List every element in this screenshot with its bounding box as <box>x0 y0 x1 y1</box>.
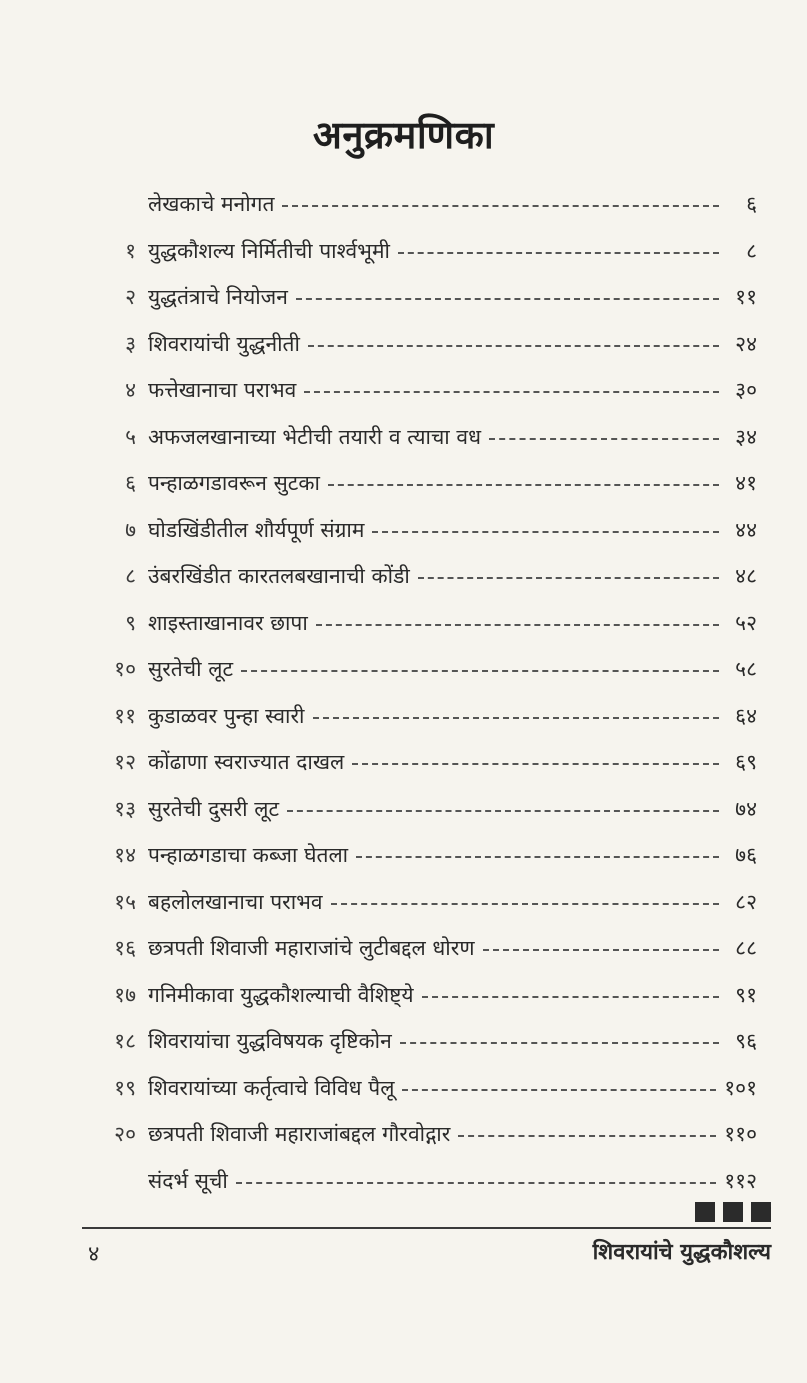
page-title: अनुक्रमणिका <box>312 113 495 157</box>
page-number: ९१ <box>735 982 757 1007</box>
toc-entry <box>0 1066 807 1110</box>
chapter-number: १२ <box>114 750 136 774</box>
toc-entry <box>0 787 807 831</box>
page-number: ८ <box>746 238 757 263</box>
page-number: ४८ <box>735 564 757 588</box>
page-number: ७६ <box>735 843 757 867</box>
toc-entry <box>0 182 807 226</box>
chapter-title: उंबरखिंडीत कारतलबखानाची कोंडी <box>148 564 410 588</box>
page-number: २४ <box>735 331 757 356</box>
entry-line <box>148 554 757 598</box>
entry-line <box>148 275 757 319</box>
chapter-title: छत्रपती शिवाजी महाराजांबद्दल गौरवोद्गार <box>148 1122 451 1146</box>
page-number: ६ <box>746 192 757 216</box>
toc-entry <box>0 647 807 691</box>
chapter-title: घोडखिंडीतील शौर्यपूर्ण संग्राम <box>148 517 365 542</box>
entry-line <box>148 973 757 1017</box>
dot-leader <box>328 484 719 486</box>
dot-leader <box>236 1182 716 1184</box>
dot-leader <box>316 624 719 626</box>
dot-leader <box>402 1089 716 1091</box>
square-icon <box>751 1202 771 1222</box>
chapter-title: लेखकाचे मनोगत <box>148 192 275 216</box>
toc-entry <box>0 554 807 598</box>
square-icon <box>695 1202 715 1222</box>
chapter-title: युद्धतंत्राचे नियोजन <box>148 285 288 309</box>
chapter-number: १५ <box>114 889 136 914</box>
dot-leader <box>398 252 719 254</box>
chapter-number: ७ <box>125 517 136 542</box>
chapter-title: संदर्भ सूची <box>148 1168 228 1193</box>
chapter-number: १ <box>125 238 136 263</box>
chapter-title: फत्तेखानाचा पराभव <box>148 378 297 402</box>
page-number: ३० <box>735 378 757 402</box>
dot-leader <box>422 996 719 998</box>
dot-leader <box>241 670 719 672</box>
chapter-number: १९ <box>114 1075 136 1100</box>
toc-entry <box>0 740 807 784</box>
chapter-number: २० <box>114 1122 136 1146</box>
entry-line <box>148 1066 757 1110</box>
chapter-number: ३ <box>125 331 136 356</box>
entry-line <box>148 1159 757 1203</box>
chapter-title: सुरतेची दुसरी लूट <box>148 796 280 821</box>
page-number: ५२ <box>735 610 757 635</box>
toc-entry <box>0 694 807 738</box>
dot-leader <box>418 577 719 579</box>
footer-divider <box>82 1227 771 1229</box>
chapter-number: १० <box>114 657 136 681</box>
entry-line <box>148 182 757 226</box>
toc-entry <box>0 601 807 645</box>
entry-line <box>148 880 757 924</box>
chapter-title: पन्हाळगडाचा कब्जा घेतला <box>148 843 349 867</box>
toc-entry <box>0 973 807 1017</box>
chapter-number: ६ <box>125 471 136 495</box>
dot-leader <box>296 298 719 300</box>
entry-line <box>148 508 757 552</box>
toc-entry <box>0 833 807 877</box>
entry-line <box>148 415 757 459</box>
chapter-title: अफजलखानाच्या भेटीची तयारी व त्याचा वध <box>148 424 482 449</box>
dot-leader <box>372 531 719 533</box>
toc-entry <box>0 508 807 552</box>
chapter-title: युद्धकौशल्य निर्मितीची पार्श्वभूमी <box>148 238 390 263</box>
chapter-number: ५ <box>125 424 136 449</box>
chapter-title: शाइस्ताखानावर छापा <box>148 610 308 635</box>
entry-line <box>148 694 757 738</box>
toc-entry <box>0 1019 807 1063</box>
entry-line <box>148 1019 757 1063</box>
dot-leader <box>308 345 719 347</box>
decorative-squares <box>695 1202 771 1222</box>
square-icon <box>723 1202 743 1222</box>
toc-entry <box>0 1159 807 1203</box>
chapter-number: १३ <box>114 796 136 821</box>
entry-line <box>148 229 757 273</box>
entry-line <box>148 926 757 970</box>
page-number: ६४ <box>735 703 757 728</box>
page-number: ५८ <box>735 657 757 681</box>
page-number: ४१ <box>735 471 757 495</box>
page-number: १०१ <box>724 1075 757 1100</box>
chapter-number: २ <box>125 285 136 309</box>
entry-line <box>148 461 757 505</box>
page-number: ९६ <box>735 1029 757 1053</box>
dot-leader <box>483 949 719 951</box>
toc-entry <box>0 926 807 970</box>
chapter-title: गनिमीकावा युद्धकौशल्याची वैशिष्ट्ये <box>148 982 414 1007</box>
chapter-title: शिवरायांची युद्धनीती <box>148 331 300 356</box>
footer-page-number: ४ <box>88 1242 100 1267</box>
chapter-number: ४ <box>125 378 136 402</box>
dot-leader <box>304 391 719 393</box>
page-number: ७४ <box>735 796 757 821</box>
footer-book-title: शिवरायांचे युद्धकौशल्य <box>592 1240 771 1265</box>
dot-leader <box>282 205 719 207</box>
toc-entry <box>0 461 807 505</box>
entry-line <box>148 647 757 691</box>
entry-line <box>148 322 757 366</box>
chapter-number: १७ <box>114 982 136 1007</box>
toc-entry <box>0 880 807 924</box>
toc-entry <box>0 322 807 366</box>
chapter-number: ११ <box>114 703 136 728</box>
page-number: ४४ <box>735 517 757 542</box>
dot-leader <box>313 717 720 719</box>
entry-line <box>148 787 757 831</box>
toc-entry <box>0 368 807 412</box>
chapter-number: ८ <box>125 564 136 588</box>
dot-leader <box>352 763 719 765</box>
dot-leader <box>458 1135 716 1137</box>
entry-line <box>148 368 757 412</box>
page-number: ११२ <box>724 1168 757 1193</box>
chapter-number: १४ <box>114 843 136 867</box>
page-number: ११० <box>724 1122 757 1146</box>
dot-leader <box>489 438 719 440</box>
entry-line <box>148 740 757 784</box>
dot-leader <box>356 856 719 858</box>
page-number: ८८ <box>735 936 757 960</box>
chapter-title: कोंढाणा स्वराज्यात दाखल <box>148 750 345 774</box>
entry-line <box>148 601 757 645</box>
chapter-number: १८ <box>114 1029 136 1053</box>
page-number: ६९ <box>735 750 757 774</box>
page-number: ११ <box>735 285 757 309</box>
chapter-title: बहलोलखानाचा पराभव <box>148 889 323 914</box>
toc-entry <box>0 1112 807 1156</box>
dot-leader <box>287 810 719 812</box>
toc-entry <box>0 415 807 459</box>
toc-entry <box>0 275 807 319</box>
page-number: ३४ <box>735 424 757 449</box>
chapter-title: कुडाळवर पुन्हा स्वारी <box>148 703 305 728</box>
chapter-title: सुरतेची लूट <box>148 657 234 681</box>
entry-line <box>148 1112 757 1156</box>
page-number: ८२ <box>735 889 757 914</box>
chapter-title: पन्हाळगडावरून सुटका <box>148 471 320 495</box>
chapter-number: १६ <box>114 936 136 960</box>
chapter-title: शिवरायांचा युद्धविषयक दृष्टिकोन <box>148 1029 392 1053</box>
dot-leader <box>400 1042 719 1044</box>
chapter-number: ९ <box>125 610 136 635</box>
dot-leader <box>331 903 719 905</box>
chapter-title: शिवरायांच्या कर्तृत्वाचे विविध पैलू <box>148 1075 395 1100</box>
chapter-title: छत्रपती शिवाजी महाराजांचे लुटीबद्दल धोरण <box>148 936 475 960</box>
toc-entry <box>0 229 807 273</box>
entry-line <box>148 833 757 877</box>
